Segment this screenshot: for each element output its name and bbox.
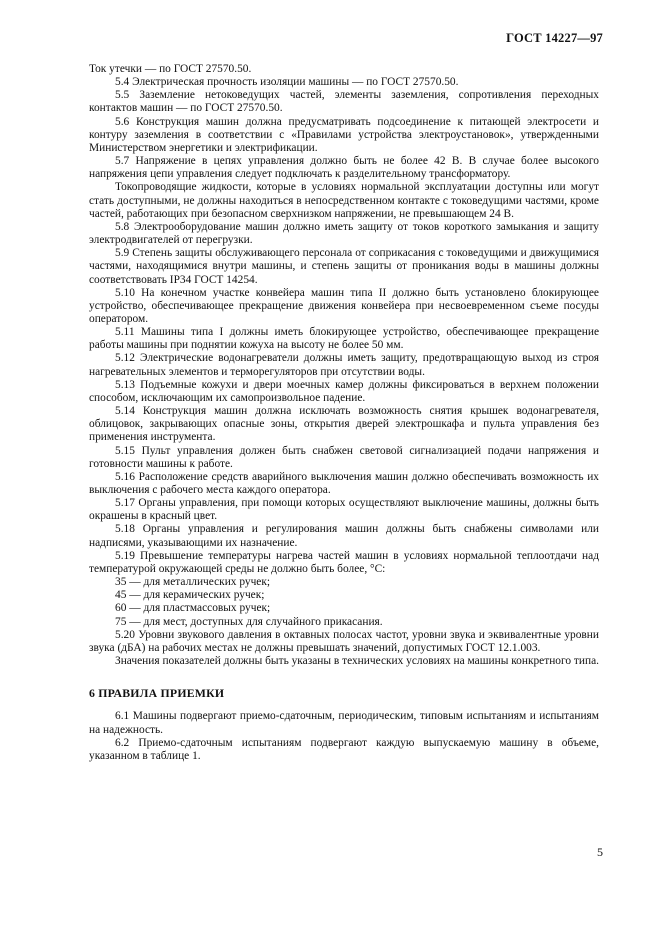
temperature-limit-metal: 35 — для металлических ручек;: [115, 576, 271, 589]
paragraph-5-20: 5.20 Уровни звукового давления в октавных полосах частот, уровни звука и эквивалентные уровни звука (дБА) на рабочих местах не должны превышать значений, допустимых ГОСТ 12.1.003.: [89, 628, 599, 654]
section-title-acceptance-rules: 6 ПРАВИЛА ПРИЕМКИ: [89, 686, 225, 701]
temperature-limit-ceramic: 45 — для керамических ручек;: [115, 589, 265, 602]
paragraph-5-6: 5.6 Конструкция машин должна предусматривать подсоединение к питающей электросети и контуру заземления в соответствии с «Правилами устройства электроустановок», утвержденными Министерством энергетики и электрификации.: [89, 115, 599, 154]
paragraph-5-11: 5.11 Машины типа I должны иметь блокирующее устройство, обеспечивающее прекращение работы машины при поднятии кожуха на высоту не более 50 мм.: [89, 326, 599, 352]
paragraph-5-12: 5.12 Электрические водонагреватели должны иметь защиту, предотвращающую выход из строя нагревательных элементов и терморегуляторов при отсутствии воды.: [89, 352, 599, 378]
paragraph-6-2: 6.2 Приемо-сдаточным испытаниям подвергают каждую выпускаемую машину в объеме, указанном в таблице 1.: [89, 736, 599, 762]
paragraph-5-17: 5.17 Органы управления, при помощи которых осуществляют выключение машины, должны быть окрашены в красный цвет.: [89, 497, 599, 523]
paragraph-5-19: 5.19 Превышение температуры нагрева частей машин в условиях нормальной теплоотдачи над температурой окружающей среды не должно быть более, °С:: [89, 549, 599, 575]
paragraph-5-18: 5.18 Органы управления и регулирования машин должны быть снабжены символами или надписями, указывающими их назначение.: [89, 523, 599, 549]
paragraph-5-4: 5.4 Электрическая прочность изоляции машины — по ГОСТ 27570.50.: [115, 76, 459, 89]
paragraph-5-13: 5.13 Подъемные кожухи и двери моечных камер должны фиксироваться в верхнем положении способом, исключающим их самопроизвольное падение.: [89, 378, 599, 404]
temperature-limit-plastic: 60 — для пластмассовых ручек;: [115, 602, 271, 615]
paragraph-5-8: 5.8 Электрооборудование машин должно иметь защиту от токов короткого замыкания и защиту электродвигателей от перегрузки.: [89, 220, 599, 247]
page-content: [89, 63, 599, 763]
paragraph-technical-conditions: Значения показателей должны быть указаны в технических условиях на машины конкретного типа.: [115, 655, 600, 668]
paragraph-5-10: 5.10 На конечном участке конвейера машин типа II должно быть установлено блокирующее устройство, обеспечивающее прекращение движения конвейера при несвоевременном съеме посуды оператором.: [89, 286, 599, 325]
paragraph-5-15: 5.15 Пульт управления должен быть снабжен световой сигнализацией подачи напряжения и готовности машины к работе.: [89, 444, 599, 470]
paragraph-5-14: 5.14 Конструкция машин должна исключать возможность снятия крышек водонагревателя, облицовок, закрывающих опасные зоны, открытия дверей электрошкафа и пульта управления без применения инструмента.: [89, 405, 599, 444]
temperature-limit-accidental-contact: 75 — для мест, доступных для случайного прикасания.: [115, 615, 383, 628]
document-header-code: ГОСТ 14227—97: [506, 31, 603, 45]
page-number: 5: [597, 845, 603, 859]
paragraph-6-1: 6.1 Машины подвергают приемо-сдаточным, периодическим, типовым испытаниям и испытаниям на надежность.: [89, 710, 599, 736]
paragraph-5-9: 5.9 Степень защиты обслуживающего персонала от соприкасания с токоведущими и движущимися частями, находящимися внутри машины, и степень защиты от проникания воды в машины должны соответствовать IP34 ГОСТ 14254.: [89, 247, 599, 286]
paragraph-conductive-liquids: Токопроводящие жидкости, которые в условиях нормальной эксплуатации доступны или могут стать доступными, не должны находиться в непосредственном контакте с токоведущими частями, кроме частей, работающих при безопасном сверхнизком напряжении, не превышающем 24 В.: [89, 181, 599, 220]
paragraph-leakage-current: Ток утечки — по ГОСТ 27570.50.: [89, 63, 252, 75]
paragraph-5-5: 5.5 Заземление нетоковедущих частей, элементы заземления, сопротивления переходных контактов машин — по ГОСТ 27570.50.: [89, 89, 599, 115]
paragraph-5-16: 5.16 Расположение средств аварийного выключения машин должно обеспечивать возможность их выключения с рабочего места каждого оператора.: [89, 470, 599, 496]
paragraph-5-7: 5.7 Напряжение в цепях управления должно быть не более 42 В. В случае более высокого напряжения цепи управления следует подключать к разделительному трансформатору.: [89, 155, 599, 181]
